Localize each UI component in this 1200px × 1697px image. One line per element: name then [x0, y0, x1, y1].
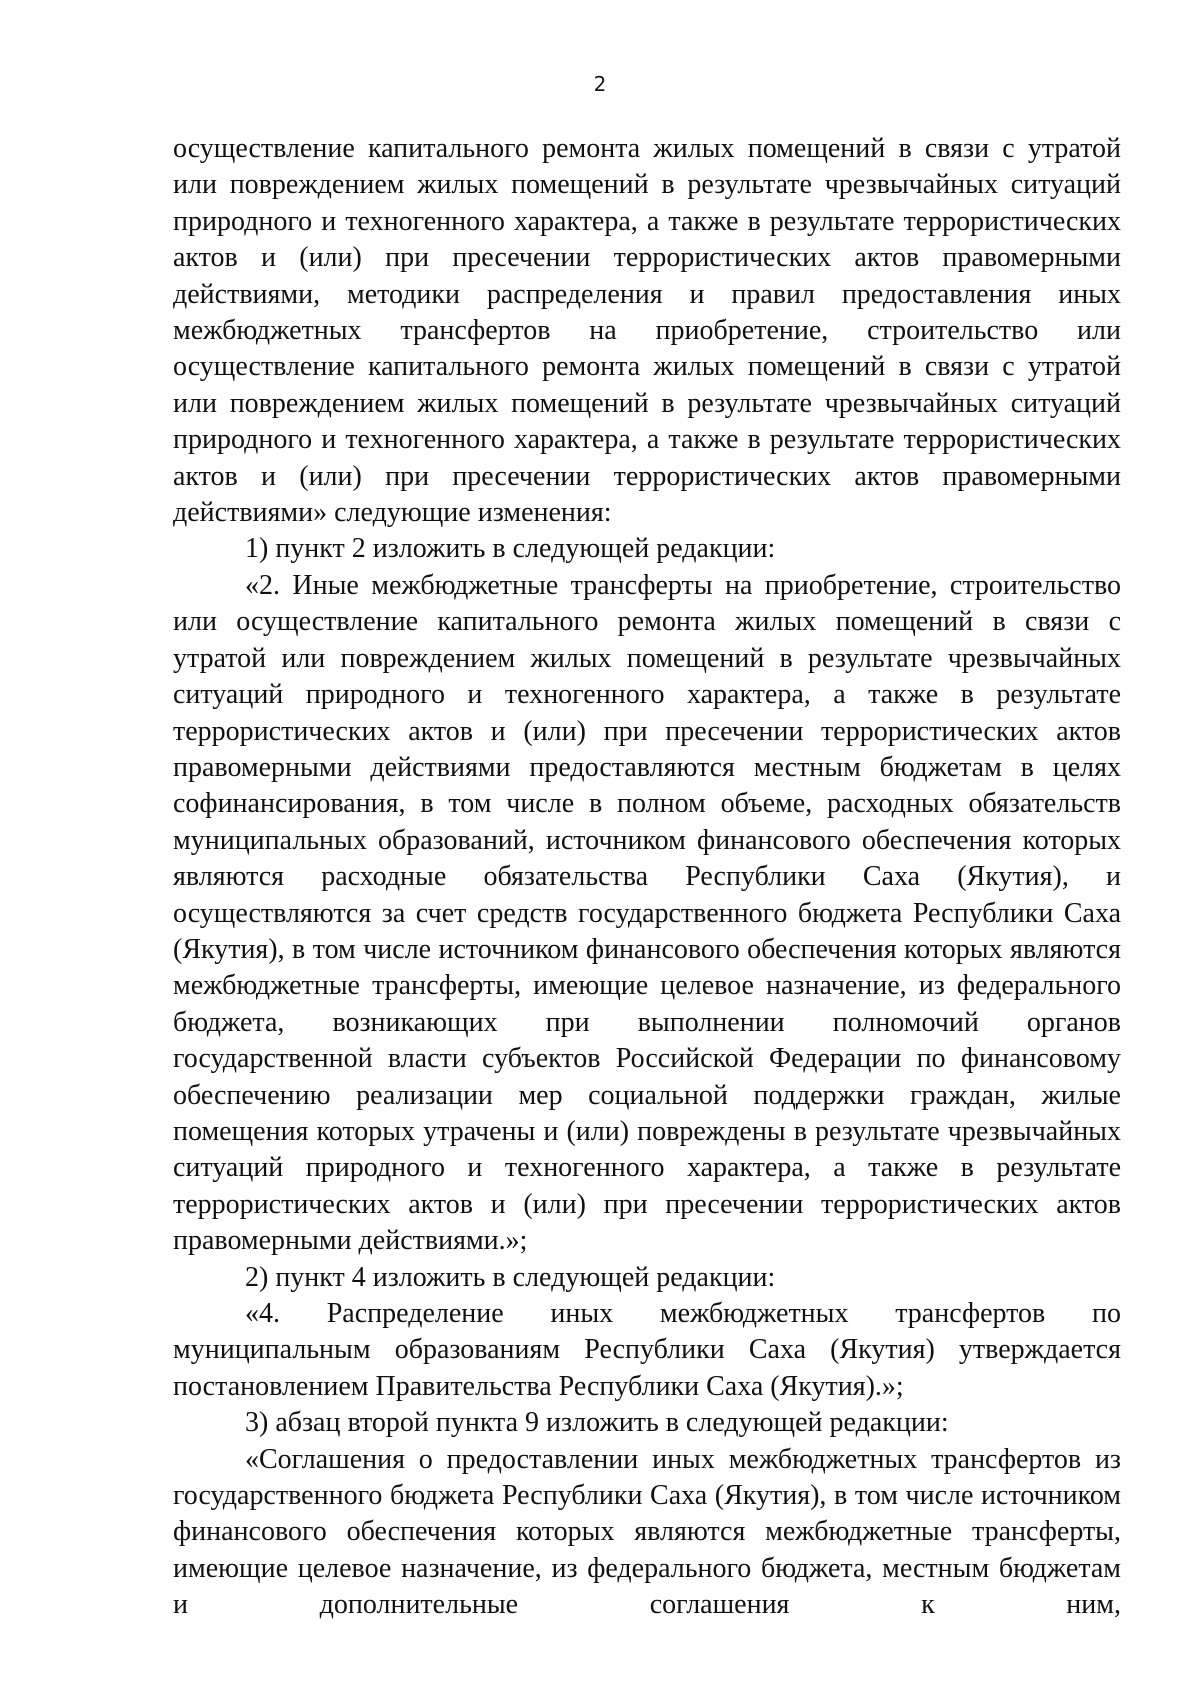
- paragraph-item-1: 1) пункт 2 изложить в следующей редакции:: [245, 533, 776, 565]
- paragraph-point-4-text: «4. Распределение иных межбюджетных трансфертов по муниципальным образованиям Республики Саха (Якутия) утверждается постановлением Правительства Республики Саха (Якутия).»;: [173, 1298, 1121, 1402]
- paragraph-item-3: 3) абзац второй пункта 9 изложить в следующей редакции:: [245, 1407, 949, 1439]
- paragraph-continuation: осуществление капитального ремонта жилых помещений в связи с утратой или повреждением жилых помещений в результате чрезвычайных ситуаций природного и техногенного характера, а также в результате террористических актов и (или) при пресечении террористических актов правомерными действиями, методики распределения и правил предоставления иных межбюджетных трансфертов на приобретение, строительство или осуществление капитального ремонта жилых помещений в связи с утратой или повреждением жилых помещений в результате чрезвычайных ситуаций природного и техногенного характера, а также в результате террористических актов и (или) при пресечении террористических актов правомерными действиями» следующие изменения:: [173, 133, 1121, 529]
- paragraph-point-2-text: «2. Иные межбюджетные трансферты на приобретение, строительство или осуществление капитального ремонта жилых помещений в связи с утратой или повреждением жилых помещений в результате чрезвычайных ситуаций природного и техногенного характера, а также в результате террористических актов и (или) при пресечении террористических актов правомерными действиями предоставляются местным бюджетам в целях софинансирования, в том числе в полном объеме, расходных обязательств муниципальных образований, источником финансового обеспечения которых являются расходные обязательства Республики Саха (Якутия), и осуществляются за счет средств государственного бюджета Республики Саха (Якутия), в том числе источником финансового обеспечения которых являются межбюджетные трансферты, имеющие целевое назначение, из федерального бюджета, возникающих при выполнении полномочий органов государственной власти субъектов Российской Федерации по финансовому обеспечению реализации мер социальной поддержки граждан, жилые помещения которых утрачены и (или) повреждены в результате чрезвычайных ситуаций природного и техногенного характера, а также в результате террористических актов и (или) при пресечении террористических актов правомерными действиями.»;: [173, 569, 1121, 1257]
- paragraph-point-9-text: «Соглашения о предоставлении иных межбюджетных трансфертов из государственного бюджета Республики Саха (Якутия), в том числе источником финансового обеспечения которых являются межбюджетные трансферты, имеющие целевое назначение, из федерального бюджета, местным бюджетам и дополнительные соглашения к ним,: [173, 1443, 1121, 1621]
- document-body: [173, 131, 1121, 1624]
- page-number: 2: [593, 72, 607, 96]
- paragraph-item-2: 2) пункт 4 изложить в следующей редакции:: [245, 1261, 776, 1293]
